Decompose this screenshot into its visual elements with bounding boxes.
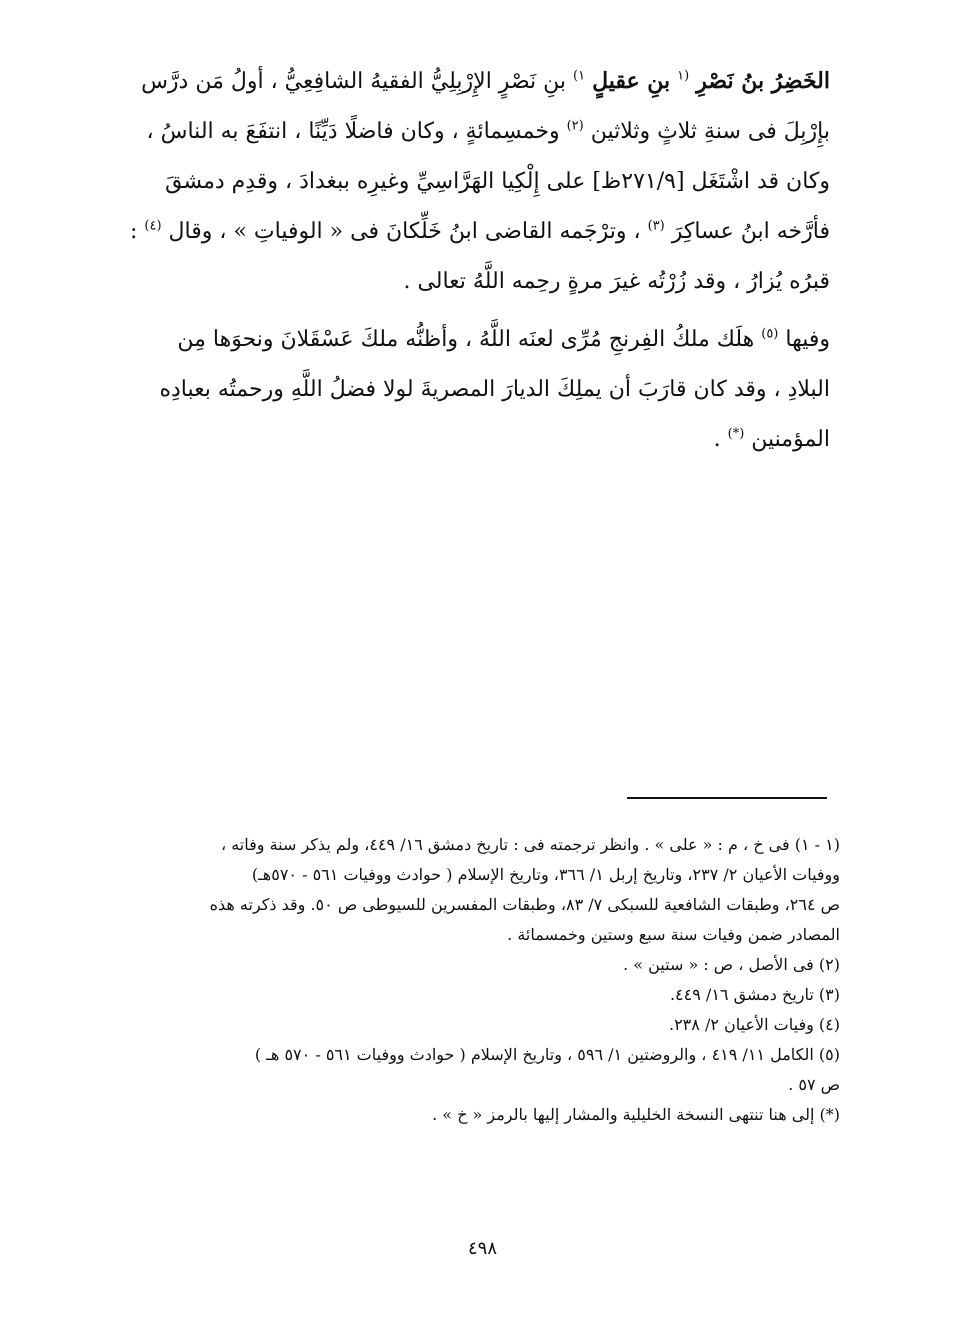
paragraph-event xyxy=(130,315,830,465)
text-segment: هلَك ملكُ الفِرنجِ مُرِّى لعنَه اللَّهُ ، وأظنُّه ملكَ عَسْقَلانَ ونحوَها مِن xyxy=(177,327,755,352)
text-line xyxy=(130,415,830,465)
footnote-ref: (٥) xyxy=(761,326,779,342)
footnote-item xyxy=(130,1010,840,1040)
footnote-item xyxy=(130,1100,840,1130)
text-segment: وكان قد اشْتَغَل [٢٧١/٩ظ] على إِلْكِيا الهَرَّاسِيِّ وغيرِه ببغدادَ ، وقدِم دمشقَ xyxy=(165,169,830,194)
text-segment: وخمسِمائةٍ ، وكان فاضلًا دَيِّنًا ، انتفَعَ به الناسُ ، xyxy=(146,119,560,144)
text-segment: . xyxy=(713,427,721,452)
footnote-line: ووفيات الأعيان ٢/ ٢٣٧، وتاريخ إربل ١/ ٣٦٦، وتاريخ الإسلام ( حوادث ووفيات ٥٦١ - ٥٧٠هـ) xyxy=(251,865,840,884)
footnote-item xyxy=(130,950,840,980)
footnote-ref: (*) xyxy=(727,426,745,442)
footnote-item xyxy=(130,830,840,950)
paragraph-biography xyxy=(130,56,830,307)
footnote-line: (*) إلى هنا تنتهى النسخة الخليلية والمشار إليها بالرمز « خ » . xyxy=(432,1105,840,1124)
footnote-item xyxy=(130,980,840,1010)
footnotes xyxy=(130,830,840,1130)
footnote-item xyxy=(130,1040,840,1100)
footnote-ref: (٤) xyxy=(144,218,162,234)
text-line xyxy=(130,207,830,257)
text-segment: وفيها xyxy=(785,327,830,352)
footnote-ref: (١ xyxy=(677,68,690,84)
footnote-line: (٢) فى الأصل ، ص : « ستين » . xyxy=(623,955,840,974)
footnote-line: ص ٢٦٤، وطبقات الشافعية للسبكى ٧/ ٨٣، وطبقات المفسرين للسيوطى ص ٥٠. وقد ذكرته هذه xyxy=(209,895,840,914)
footnote-separator xyxy=(627,797,827,799)
text-segment: بإِرْبِلَ فى سنةِ ثلاثٍ وثلاثين xyxy=(590,119,830,144)
footnote-line: المصادر ضمن وفيات سنة سبع وستين وخمسمائة . xyxy=(507,925,840,944)
footnote-line: (٣) تاريخ دمشق ١٦/ ٤٤٩. xyxy=(669,985,840,1004)
text-segment: بنِ نَصْرٍ الإِرْبِلِيُّ الفقيهُ الشافِعِيُّ ، أولُ مَن درَّس xyxy=(141,69,567,94)
text-line xyxy=(130,107,830,157)
footnote-ref: (٣) xyxy=(647,218,665,234)
text-line xyxy=(130,365,830,415)
footnote-line: ص ٥٧ . xyxy=(788,1075,840,1094)
footnote-ref: (٢) xyxy=(566,118,584,134)
text-line xyxy=(130,56,830,107)
text-line xyxy=(130,315,830,365)
footnote-line: (١ - ١) فى خ ، م : « على » . وانظر ترجمته فى : تاريخ دمشق ١٦/ ٤٤٩، ولم يذكر سنة وفاته ، xyxy=(220,835,840,854)
main-text xyxy=(130,56,830,465)
text-segment: فأرَّخه ابنُ عساكِرَ xyxy=(671,219,830,244)
text-line xyxy=(130,157,830,207)
text-segment: : xyxy=(129,219,138,244)
text-segment: قبرُه يُزارُ ، وقد زُرْتُه غيرَ مرةٍ رحِمه اللَّهُ تعالى . xyxy=(403,269,830,294)
footnote-ref: ١) xyxy=(573,68,586,84)
page-number: ٤٩٨ xyxy=(467,1238,497,1259)
footnote-line: (٤) وفيات الأعيان ٢/ ٢٣٨. xyxy=(668,1015,840,1034)
person-name: الخَضِرُ بنُ نَصْرِ xyxy=(696,68,830,94)
text-line xyxy=(130,257,830,307)
text-segment: المؤمنين xyxy=(751,427,830,452)
footnote-line: (٥) الكامل ١١/ ٤١٩ ، والروضتين ١/ ٥٩٦ ، وتاريخ الإسلام ( حوادث ووفيات ٥٦١ - ٥٧٠ هـ ) xyxy=(254,1045,840,1064)
text-segment: البلادِ ، وقد كان قارَبَ أن يملِكَ الديارَ المصريةَ لولا فضلُ اللَّهِ ورحمتُه بعبادِه xyxy=(159,377,830,402)
text-segment: ، وترْجَمه القاضى ابنُ خَلِّكانَ فى « الوفياتِ » ، وقال xyxy=(168,219,641,244)
person-name-continued: بنِ عقيلٍ xyxy=(592,68,671,94)
